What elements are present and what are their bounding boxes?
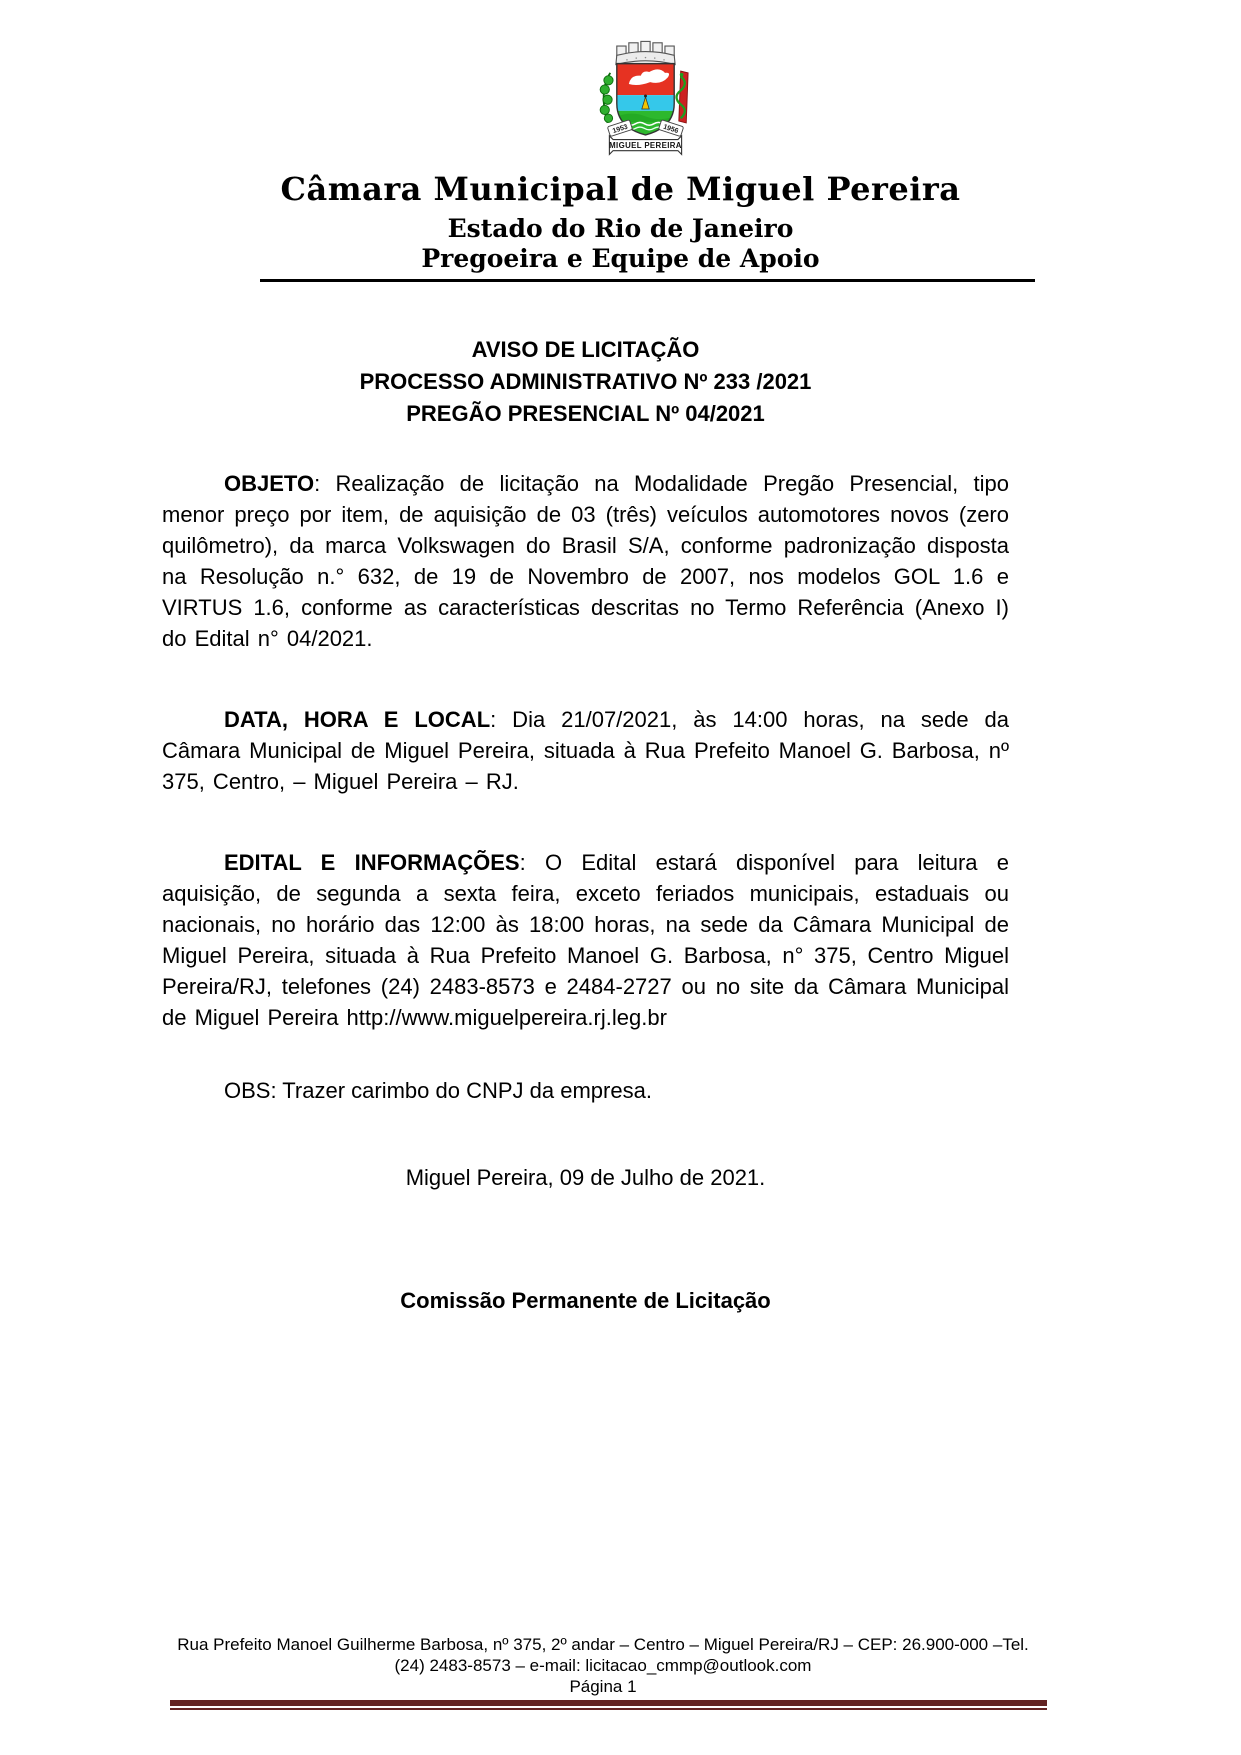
signature-line: Comissão Permanente de Licitação bbox=[400, 1288, 771, 1313]
crest-year-left: 1953 bbox=[611, 123, 629, 136]
paragraph-objeto-text: : Realização de licitação na Modalidade Pregão Presencial, tipo menor preço por item, de aquisição de 03 (três) veículos automotores novos (zero quilômetro), da marca Volkswagen do Brasil S/A, conforme padronização disposta na Resolução n.° 632, de 19 de Novembro de 2007, nos modelos GOL 1.6 e VIRTUS 1.6, conforme as características descritas no Termo Referência (Anexo I) do Edital n° 04/2021. bbox=[162, 471, 1009, 651]
paragraph-edital bbox=[162, 847, 1009, 1033]
crest-name-scroll bbox=[609, 136, 682, 155]
document-body bbox=[0, 334, 1241, 1316]
crest-right-ribbon bbox=[677, 71, 689, 123]
footer-address-line: Rua Prefeito Manoel Guilherme Barbosa, nº 375, 2º andar – Centro – Miguel Pereira/RJ – CEP: 26.900-000 –Tel. bbox=[177, 1635, 1029, 1654]
paragraph-data-text: : Dia 21/07/2021, às 14:00 horas, na sede da Câmara Municipal de Miguel Pereira, situada à Rua Prefeito Manoel G. Barbosa, nº 375, Centro, – Miguel Pereira – RJ. bbox=[162, 707, 1009, 794]
paragraph-edital-text: : O Edital estará disponível para leitura e aquisição, de segunda a sexta feira, exceto feriados municipais, estaduais ou nacionais, no horário das 12:00 às 18:00 horas, na sede da Câmara Municipal de Miguel Pereira, situada à Rua Prefeito Manoel G. Barbosa, n° 375, Centro Miguel Pereira/RJ, telefones (24) 2483-8573 e 2484-2727 ou no site da Câmara Municipal de Miguel Pereira http://www.miguelpereira.rj.leg.br bbox=[162, 850, 1009, 1030]
page-footer bbox=[0, 1634, 1241, 1710]
paragraph-objeto bbox=[162, 468, 1009, 654]
date-line: Miguel Pereira, 09 de Julho de 2021. bbox=[405, 1165, 766, 1190]
letterhead bbox=[0, 0, 1241, 282]
paragraph-objeto-label: OBJETO bbox=[224, 471, 315, 496]
paragraph-edital-label: EDITAL E INFORMAÇÕES bbox=[224, 850, 520, 875]
title-line-pregao: PREGÃO PRESENCIAL Nº 04/2021 bbox=[406, 401, 765, 426]
paragraph-data-label: DATA, HORA E LOCAL bbox=[224, 707, 491, 732]
crest-year-banner-left bbox=[607, 120, 632, 137]
organization-name: Câmara Municipal de Miguel Pereira bbox=[280, 170, 961, 208]
title-line-processo: PROCESSO ADMINISTRATIVO Nº 233 /2021 bbox=[359, 369, 812, 394]
obs-line: OBS: Trazer carimbo do CNPJ da empresa. bbox=[224, 1078, 652, 1103]
crest-year-right: 1956 bbox=[662, 123, 680, 136]
department-line: Pregoeira e Equipe de Apoio bbox=[421, 244, 820, 273]
crest-year-banner-right bbox=[659, 120, 684, 137]
footer-contact-line: (24) 2483-8573 – e-mail: licitacao_cmmp@outlook.com bbox=[394, 1656, 812, 1675]
title-line-aviso: AVISO DE LICITAÇÃO bbox=[471, 337, 700, 362]
coat-of-arms-icon bbox=[25, 34, 1241, 164]
crest-left-branch bbox=[600, 73, 613, 123]
crest-municipality-name: MIGUEL PEREIRA bbox=[609, 140, 682, 150]
header-divider bbox=[260, 279, 1035, 282]
footer-divider-bar bbox=[170, 1700, 1047, 1710]
crest-crown bbox=[616, 41, 675, 64]
paragraph-data-hora-local bbox=[162, 704, 1009, 797]
footer-page-number: Página 1 bbox=[569, 1677, 637, 1696]
document-title-block bbox=[162, 334, 1009, 430]
state-line: Estado do Rio de Janeiro bbox=[447, 214, 794, 243]
